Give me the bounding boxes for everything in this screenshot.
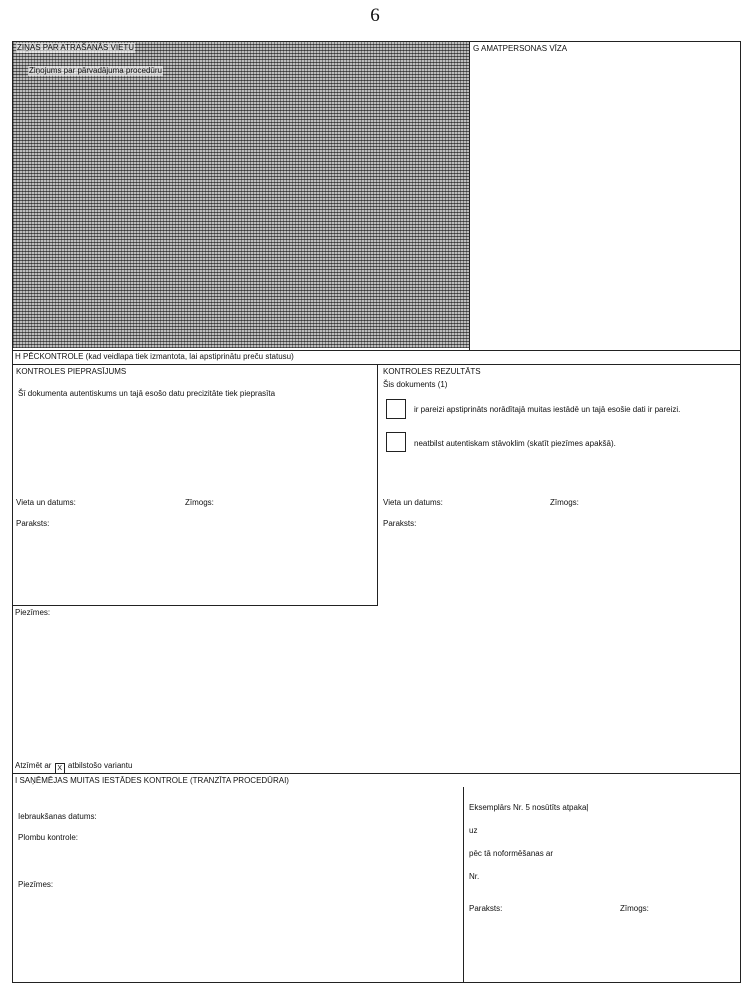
section-h-top-line bbox=[12, 350, 741, 351]
result-option-2-checkbox[interactable] bbox=[386, 432, 406, 452]
control-request-text: Šī dokumenta autentiskums un tajā esošo datu precizitāte tiek pieprasīta bbox=[18, 389, 276, 398]
mark-x-box: X bbox=[55, 763, 65, 774]
copy-returned-label: Eksemplārs Nr. 5 nosūtīts atpakaļ bbox=[469, 803, 589, 812]
control-request-box bbox=[12, 364, 378, 606]
control-result-doc-label: Šis dokuments (1) bbox=[383, 380, 448, 389]
control-request-title: KONTROLES PIEPRASĪJUMS bbox=[16, 367, 127, 376]
section-f-subtitle: Ziņojums par pārvadājuma procedūru bbox=[29, 66, 162, 75]
result-option-2-label: neatbilst autentiskam stāvoklim (skatīt piezīmes apakšā). bbox=[414, 439, 616, 448]
result-place-date-label: Vieta un datums: bbox=[383, 498, 443, 507]
section-i-signature-label: Paraksts: bbox=[469, 904, 503, 913]
result-option-1-label: ir pareizi apstiprināts norādītajā muitas iestādē un tajā esošie dati ir pareizi. bbox=[414, 405, 681, 414]
page-number: 6 bbox=[370, 5, 380, 26]
number-label: Nr. bbox=[469, 872, 480, 881]
section-f-title: ZIŅAS PAR ATRAŠANĀS VIETU bbox=[17, 43, 135, 52]
section-h-title: H PĒCKONTROLE (kad veidlapa tiek izmantota, lai apstiprinātu preču statusu) bbox=[15, 352, 294, 361]
seal-check-label: Plombu kontrole: bbox=[18, 833, 79, 842]
mark-instruction-suffix: atbilstošo variantu bbox=[67, 761, 133, 770]
to-label: uz bbox=[469, 826, 478, 835]
request-signature-label: Paraksts: bbox=[16, 519, 50, 528]
f-g-divider bbox=[469, 41, 470, 350]
section-i-divider bbox=[463, 787, 464, 983]
arrival-date-label: Iebraukšanas datums: bbox=[18, 812, 97, 821]
control-result-title: KONTROLES REZULTĀTS bbox=[383, 367, 481, 376]
section-i-notes-label: Piezīmes: bbox=[18, 880, 54, 889]
after-registration-label: pēc tā noformēšanas ar bbox=[469, 849, 554, 858]
request-place-date-label: Vieta un datums: bbox=[16, 498, 76, 507]
section-g-title: G AMATPERSONAS VĪZA bbox=[473, 44, 568, 53]
section-i-stamp-label: Zīmogs: bbox=[620, 904, 649, 913]
result-stamp-label: Zīmogs: bbox=[550, 498, 579, 507]
section-f-shaded-area bbox=[13, 42, 469, 348]
section-i-title: I SAŅĒMĒJAS MUITAS IESTĀDES KONTROLE (TRANZĪTA PROCEDŪRAI) bbox=[15, 776, 289, 785]
mark-instruction-prefix: Atzīmēt ar bbox=[15, 761, 52, 770]
result-option-1-checkbox[interactable] bbox=[386, 399, 406, 419]
result-signature-label: Paraksts: bbox=[383, 519, 417, 528]
request-stamp-label: Zīmogs: bbox=[185, 498, 214, 507]
section-h-notes-label: Piezīmes: bbox=[15, 608, 51, 617]
section-i-top-line bbox=[12, 773, 741, 774]
